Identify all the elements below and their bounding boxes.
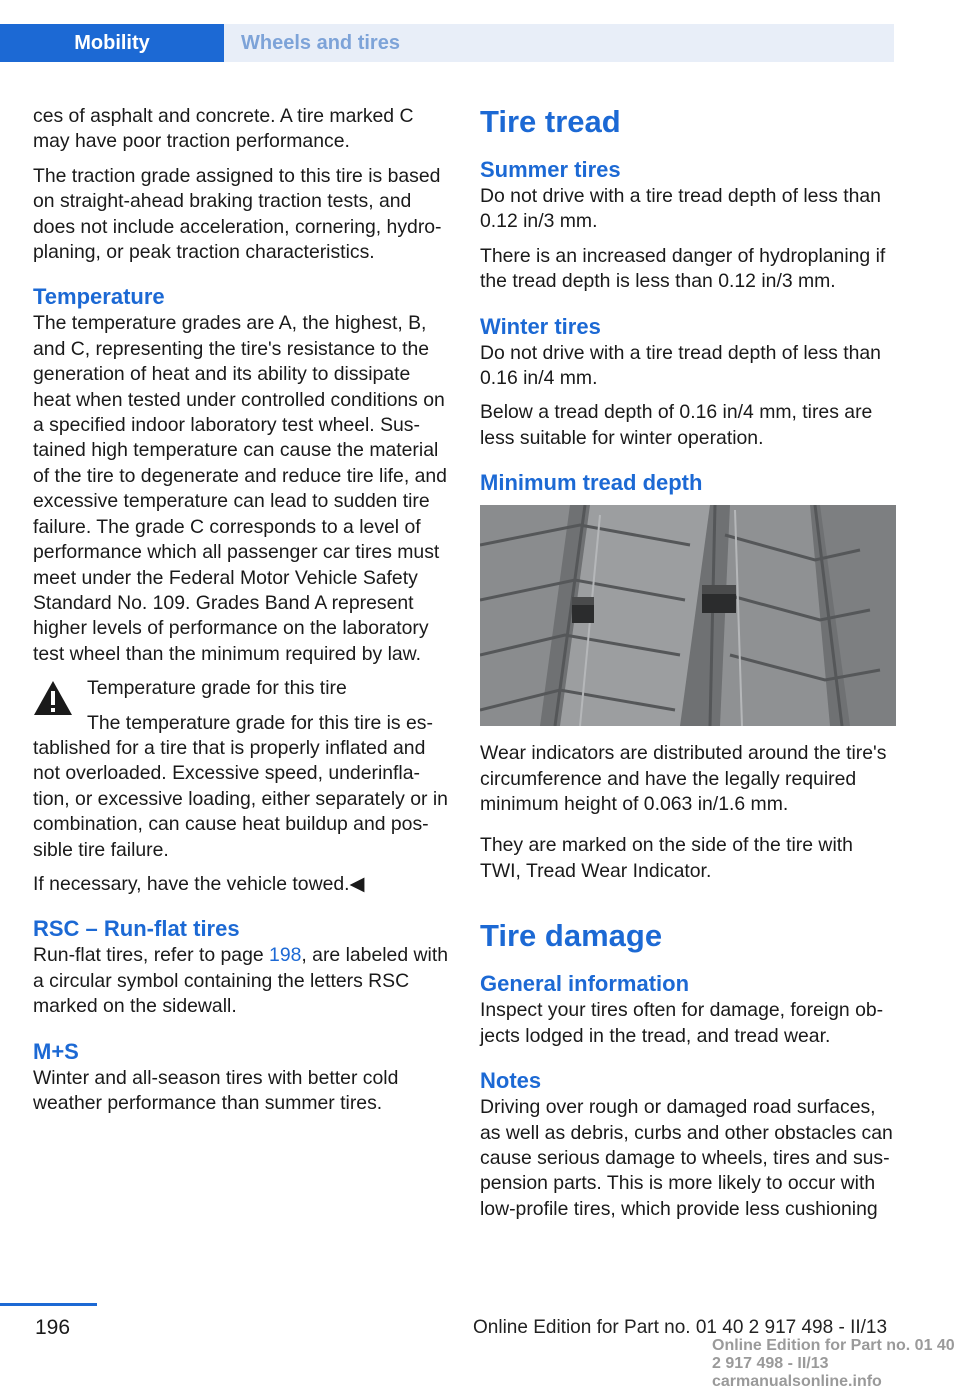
- general-information-paragraph: Inspect your tires often for damage, foreign ob‐jects lodged in the tread, and tread wear.: [480, 999, 884, 1047]
- summer-tires-heading: Summer tires: [480, 157, 621, 182]
- summer-paragraph-2: There is an increased danger of hydroplaning if the tread depth is less than 0.12 in/3 mm.: [480, 244, 886, 293]
- watermark: Online Edition for Part no. 01 40 2 917 498 - II/13 carmanualsonline.info: [712, 1337, 955, 1390]
- warning-block: [33, 676, 451, 897]
- edition-footer: Online Edition for Part no. 01 40 2 917 498 - II/13: [473, 1317, 888, 1338]
- wear-indicators-paragraph-2: They are marked on the side of the tire with TWI, Tread Wear Indicator.: [480, 834, 853, 882]
- temperature-heading: Temperature: [33, 284, 165, 310]
- rsc-paragraph: [33, 943, 451, 1019]
- warning-text-first-line: The temperature grade for this tire is es‐: [87, 711, 433, 734]
- rsc-text-after: , are labeled with a circular symbol containing the letters RSC marked on the sidewall.: [33, 944, 448, 1018]
- traction-paragraph-1: ces of asphalt and concrete. A tire marked C may have poor traction performance.: [33, 105, 414, 153]
- minimum-tread-depth-heading: Minimum tread depth: [480, 470, 703, 496]
- page-reference-link[interactable]: 198: [269, 944, 302, 967]
- ms-paragraph: Winter and all-season tires with better cold weather performance than summer tires.: [33, 1066, 399, 1114]
- general-information-heading: General information: [480, 971, 690, 997]
- footer-divider: [0, 1303, 97, 1306]
- left-column: [33, 104, 451, 1125]
- wear-indicators-paragraph-1: Wear indicators are distributed around the tire's circumference and have the legally required minimum height of 0.063 in/1.6 mm.: [480, 742, 887, 816]
- warning-triangle-icon: [33, 680, 73, 716]
- tire-tread-illustration: [480, 505, 896, 726]
- header-tab-wheels-and-tires[interactable]: Wheels and tires: [224, 24, 894, 62]
- traction-paragraph-2: The traction grade assigned to this tire is based on straight-ahead braking traction tests, and does not include acceleration, cornering, hydro‐planing, or peak traction characteristics.: [33, 164, 442, 264]
- winter-paragraph-1: Do not drive with a tire tread depth of less than 0.16 in/4 mm.: [480, 341, 881, 390]
- winter-paragraph-2: Below a tread depth of 0.16 in/4 mm, tires are less suitable for winter operation.: [480, 401, 873, 449]
- summer-paragraph-1: Do not drive with a tire tread depth of less than 0.12 in/3 mm.: [480, 185, 881, 233]
- page-header: [0, 0, 894, 62]
- right-column: [480, 104, 896, 1231]
- notes-paragraph: Driving over rough or damaged road surfaces, as well as debris, curbs and other obstacles can cause serious damage to wheels, tires and sus‐pension parts. This is more likely to occur with low-profile tires, which provide less cushioning: [480, 1096, 893, 1220]
- rsc-heading: RSC – Run-flat tires: [33, 916, 240, 942]
- warning-end: If necessary, have the vehicle towed.◀: [33, 872, 365, 895]
- notes-heading: Notes: [480, 1068, 542, 1094]
- warning-text: tablished for a tire that is properly inflated and not overloaded. Excessive speed, underinfla‐tion, or excessive loading, either separately or in combination, can cause heat buildup and pos‐sible tire failure.: [33, 736, 448, 861]
- header-tab-mobility[interactable]: Mobility: [0, 24, 224, 62]
- temperature-paragraph: The temperature grades are A, the highest, B, and C, representing the tire's resistance to the generation of heat and its ability to dissipate heat when tested under controlled conditions on a specified indoor laboratory test wheel. Sus‐tained high temperature can cause the material of the tire to degenerate and reduce tire life, and excessive temperature can lead to sudden tire failure. The grade C corresponds to a level of performance which all passenger car tires must meet under the Federal Motor Vehicle Safety Standard No. 109. Grades Band A represent higher levels of performance on the laboratory test wheel than the minimum required by law.: [33, 312, 447, 665]
- tire-damage-title: Tire damage: [480, 918, 663, 954]
- page-number: 196: [35, 1316, 71, 1339]
- ms-heading: M+S: [33, 1038, 79, 1064]
- warning-title: Temperature grade for this tire: [87, 677, 347, 700]
- tire-tread-title: Tire tread: [480, 104, 621, 139]
- winter-tires-heading: Winter tires: [480, 313, 601, 339]
- rsc-text-before: Run-flat tires, refer to page: [33, 944, 270, 967]
